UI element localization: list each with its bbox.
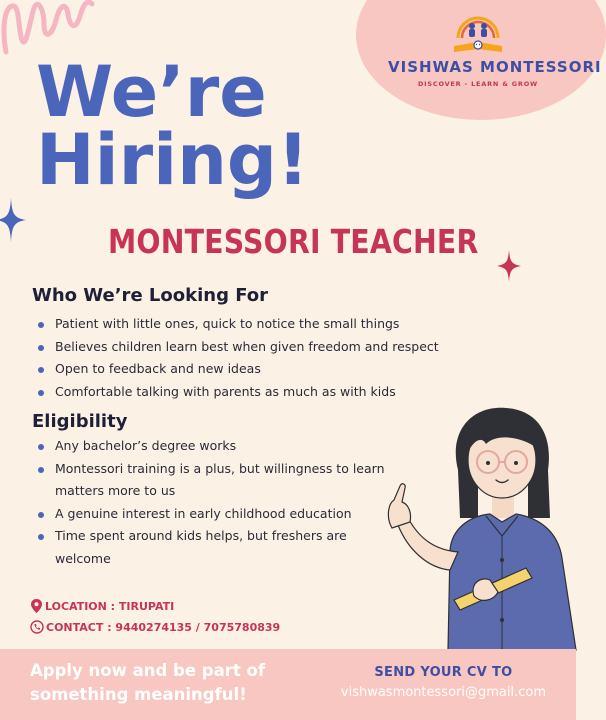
email-link[interactable]: vishwasmontessori@gmail.com (340, 685, 546, 700)
children-rainbow-logo-icon (448, 12, 508, 54)
list-item: A genuine interest in early childhood education (38, 503, 388, 526)
location-text: LOCATION : TIRUPATI (45, 599, 175, 613)
brand-block (388, 12, 602, 88)
teacher-illustration (378, 400, 576, 650)
brand-tagline: DISCOVER - LEARN & GROW (417, 80, 538, 88)
send-cv-block (341, 665, 546, 700)
phone-icon (30, 620, 44, 634)
sparkle-left-icon (0, 198, 26, 242)
footer-cta-line-2: something meaningful! (30, 685, 247, 704)
list-item: Patient with little ones, quick to notice the small things (38, 313, 478, 336)
location-line (30, 599, 174, 613)
squiggle-decoration-icon (0, 0, 95, 55)
headline (36, 51, 309, 201)
list-item: Believes children learn best when given freedom and respect (38, 336, 478, 359)
location-pin-icon (30, 599, 43, 613)
brand-name: VISHWAS MONTESSORI (388, 58, 602, 76)
footer-bar (0, 649, 576, 720)
sparkle-right-icon (497, 250, 521, 282)
list-item: Any bachelor’s degree works (38, 435, 388, 458)
headline-line-2: Hiring! (36, 119, 309, 201)
list-item: Time spent around kids helps, but freshers are welcome (38, 525, 388, 570)
eligibility-list (38, 435, 388, 570)
footer-cta (30, 659, 265, 707)
footer-cta-line-1: Apply now and be part of (30, 661, 266, 680)
list-item: Open to feedback and new ideas (38, 358, 478, 381)
eligibility-heading: Eligibility (32, 411, 128, 432)
list-item: Montessori training is a plus, but willingness to learn matters more to us (38, 458, 388, 503)
looking-for-heading: Who We’re Looking For (32, 285, 269, 306)
contact-line (30, 620, 280, 634)
send-cv-label: SEND YOUR CV TO (374, 665, 513, 680)
list-item: Comfortable talking with parents as much as with kids (38, 381, 478, 404)
job-title: MONTESSORI TEACHER (108, 222, 479, 261)
looking-for-list (38, 313, 478, 403)
headline-line-1: We’re (36, 51, 267, 133)
contact-text: CONTACT : 9440274135 / 7075780839 (46, 620, 281, 634)
